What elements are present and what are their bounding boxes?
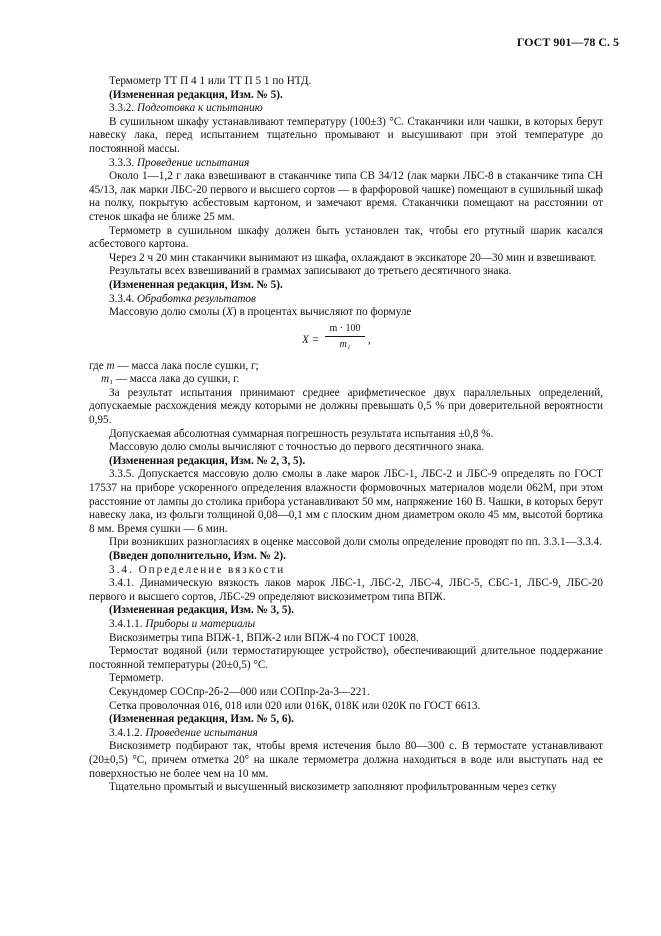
text-run: Массовую долю смолы ( (109, 306, 227, 319)
revision-note: (Введен дополнительно, Изм. № 2). (109, 550, 286, 562)
paragraph: Массовую долю смолы вычисляют с точностью до первого десятичного знака. (109, 441, 485, 454)
text-run: ) в процентах вычисляют по формуле (232, 306, 412, 319)
formula-comma: , (368, 333, 371, 346)
revision-note: (Измененная редакция, Изм. № 5). (109, 88, 283, 101)
section-title: Обработка результатов (136, 292, 256, 305)
section-heading (89, 293, 603, 307)
paragraph: За результат испытания принимают среднее арифметическое двух параллельных определений, допускаемые расхождения между которыми не должны превышать 0,5 % при доверительной вероятности 0,95. (89, 386, 603, 427)
variable: X (226, 306, 233, 319)
section-heading: 3.4. Определение вязкости (109, 563, 286, 576)
paragraph: Термометр в сушильном шкафу должен быть установлен так, чтобы его ртутный шарик касался асбестового картона. (89, 224, 603, 251)
legend-line (89, 360, 603, 374)
paragraph: При возникших разногласиях в оценке массовой доли смолы определение проводят по пп. 3.3.1—3.3.4. (109, 536, 602, 549)
paragraph: Вискозиметры типа ВПЖ-1, ВПЖ-2 или ВПЖ-4 по ГОСТ 10028. (109, 631, 419, 644)
text-run: — масса лака до сушки, г. (115, 373, 240, 386)
formula-numerator: m · 100 (325, 322, 365, 338)
section-title: Приборы и материалы (145, 617, 256, 630)
variable: m₁ (101, 373, 113, 386)
section-number: 3.3.4. (109, 292, 135, 305)
section-heading (89, 102, 603, 116)
revision-note: (Измененная редакция, Изм. № 2, 3, 5). (109, 454, 306, 467)
text-run: где (89, 359, 104, 372)
paragraph (89, 306, 603, 320)
paragraph: Через 2 ч 20 мин стаканчики вынимают из шкафа, охлаждают в эксикаторе 20—30 мин и взвешивают. (109, 251, 597, 264)
section-heading (89, 618, 603, 632)
text-run: — масса лака после сушки, г; (117, 359, 259, 372)
formula-denominator: m₁ (339, 339, 351, 351)
paragraph: Тщательно промытый и высушенный вискозиметр заполняют профильтрованным через сетку (109, 781, 557, 794)
section-title: Подготовка к испытанию (136, 102, 263, 115)
formula-fraction (325, 322, 365, 352)
paragraph: Вискозиметр подбирают так, чтобы время истечения было 80—300 с. В термостате устанавливают (20±0,5) °С, причем отметка 20° на шкале термометра должна находиться в воде или выступать над ее поверхностью не более чем на 10 мм. (89, 740, 603, 780)
revision-note: (Измененная редакция, Изм. № 3, 5). (109, 604, 294, 617)
paragraph: Сетка проволочная 016, 018 или 020 или 016К, 018К или 020К по ГОСТ 6613. (109, 699, 481, 712)
revision-note: (Измененная редакция, Изм. № 5, 6). (109, 713, 294, 726)
section-number: 3.4.1.2. (109, 726, 143, 739)
formula (89, 322, 603, 358)
section-number: 3.3.2. (109, 102, 135, 115)
paragraph: В сушильном шкафу устанавливают температуру (100±3) °С. Стаканчики или чашки, в которых берут навеску лака, перед испытанием тщательно промывают и высушивают при этой температуре до постоянной массы. (89, 115, 603, 155)
paragraph: Допускаемая абсолютная суммарная погрешность результата испытания ±0,8 %. (109, 427, 494, 440)
section-heading (89, 157, 603, 171)
paragraph: Термометр ТТ П 4 1 или ТТ П 5 1 по НТД. (109, 75, 312, 87)
page-header: ГОСТ 901—78 С. 5 (516, 35, 619, 49)
legend-line (89, 373, 603, 387)
document-body (89, 75, 603, 795)
revision-note: (Измененная редакция, Изм. № 5). (109, 278, 283, 291)
paragraph: Термостат водяной (или термостатирующее устройство), обеспечивающий длительное поддержание постоянной температуры (20±0,5) °С. (89, 645, 603, 671)
section-number: 3.3.3. (109, 156, 135, 169)
section-number: 3.4.1.1. (109, 617, 143, 630)
paragraph: Термометр. (109, 672, 164, 685)
variable: m (106, 359, 115, 372)
paragraph: 3.4.1. Динамическую вязкость лаков марок ЛБС-1, ЛБС-2, ЛБС-4, ЛБС-5, СБС-1, ЛБС-9, ЛБС-20 первого и высшего сортов, ЛБС-29 определяют вискозиметром типа ВПЖ. (89, 577, 603, 603)
paragraph: Результаты всех взвешиваний в граммах записывают до третьего десятичного знака. (109, 265, 512, 278)
formula-lhs: X = (302, 333, 320, 346)
paragraph: Секундомер СОСпр-2б-2—000 или СОПпр-2а-3—221. (109, 685, 370, 698)
section-heading (89, 727, 603, 741)
section-title: Проведение испытания (145, 726, 258, 739)
paragraph: 3.3.5. Допускается массовую долю смолы в лаке марок ЛБС-1, ЛБС-2 и ЛБС-9 определять по ГОСТ 17537 на приборе ускоренного определения влажности формовочных материалов модели 062М, при этом расстояние от лампы до столика прибора устанавливают 50 мм, напряжение 160 В. Чашки, в которых берут навеску лака, из фольги толщиной 0,08—0,1 мм с плоским дном диаметром около 45 мм, высотой бортика 8 мм. Время сушки — 6 мин. (89, 468, 603, 535)
section-title: Проведение испытания (136, 156, 250, 169)
paragraph: Около 1—1,2 г лака взвешивают в стаканчике типа СВ 34/12 (лак марки ЛБС-8 в стаканчике типа СН 45/13, лак марки ЛБС-20 первого и высшего сортов — в фарфоровой чашке) помещают в сушильный шкаф на полку, покрытую асбестовым картоном, и замечают время. Стаканчики помещают на расстоянии от стенок шкафа не ближе 25 мм. (89, 170, 603, 223)
